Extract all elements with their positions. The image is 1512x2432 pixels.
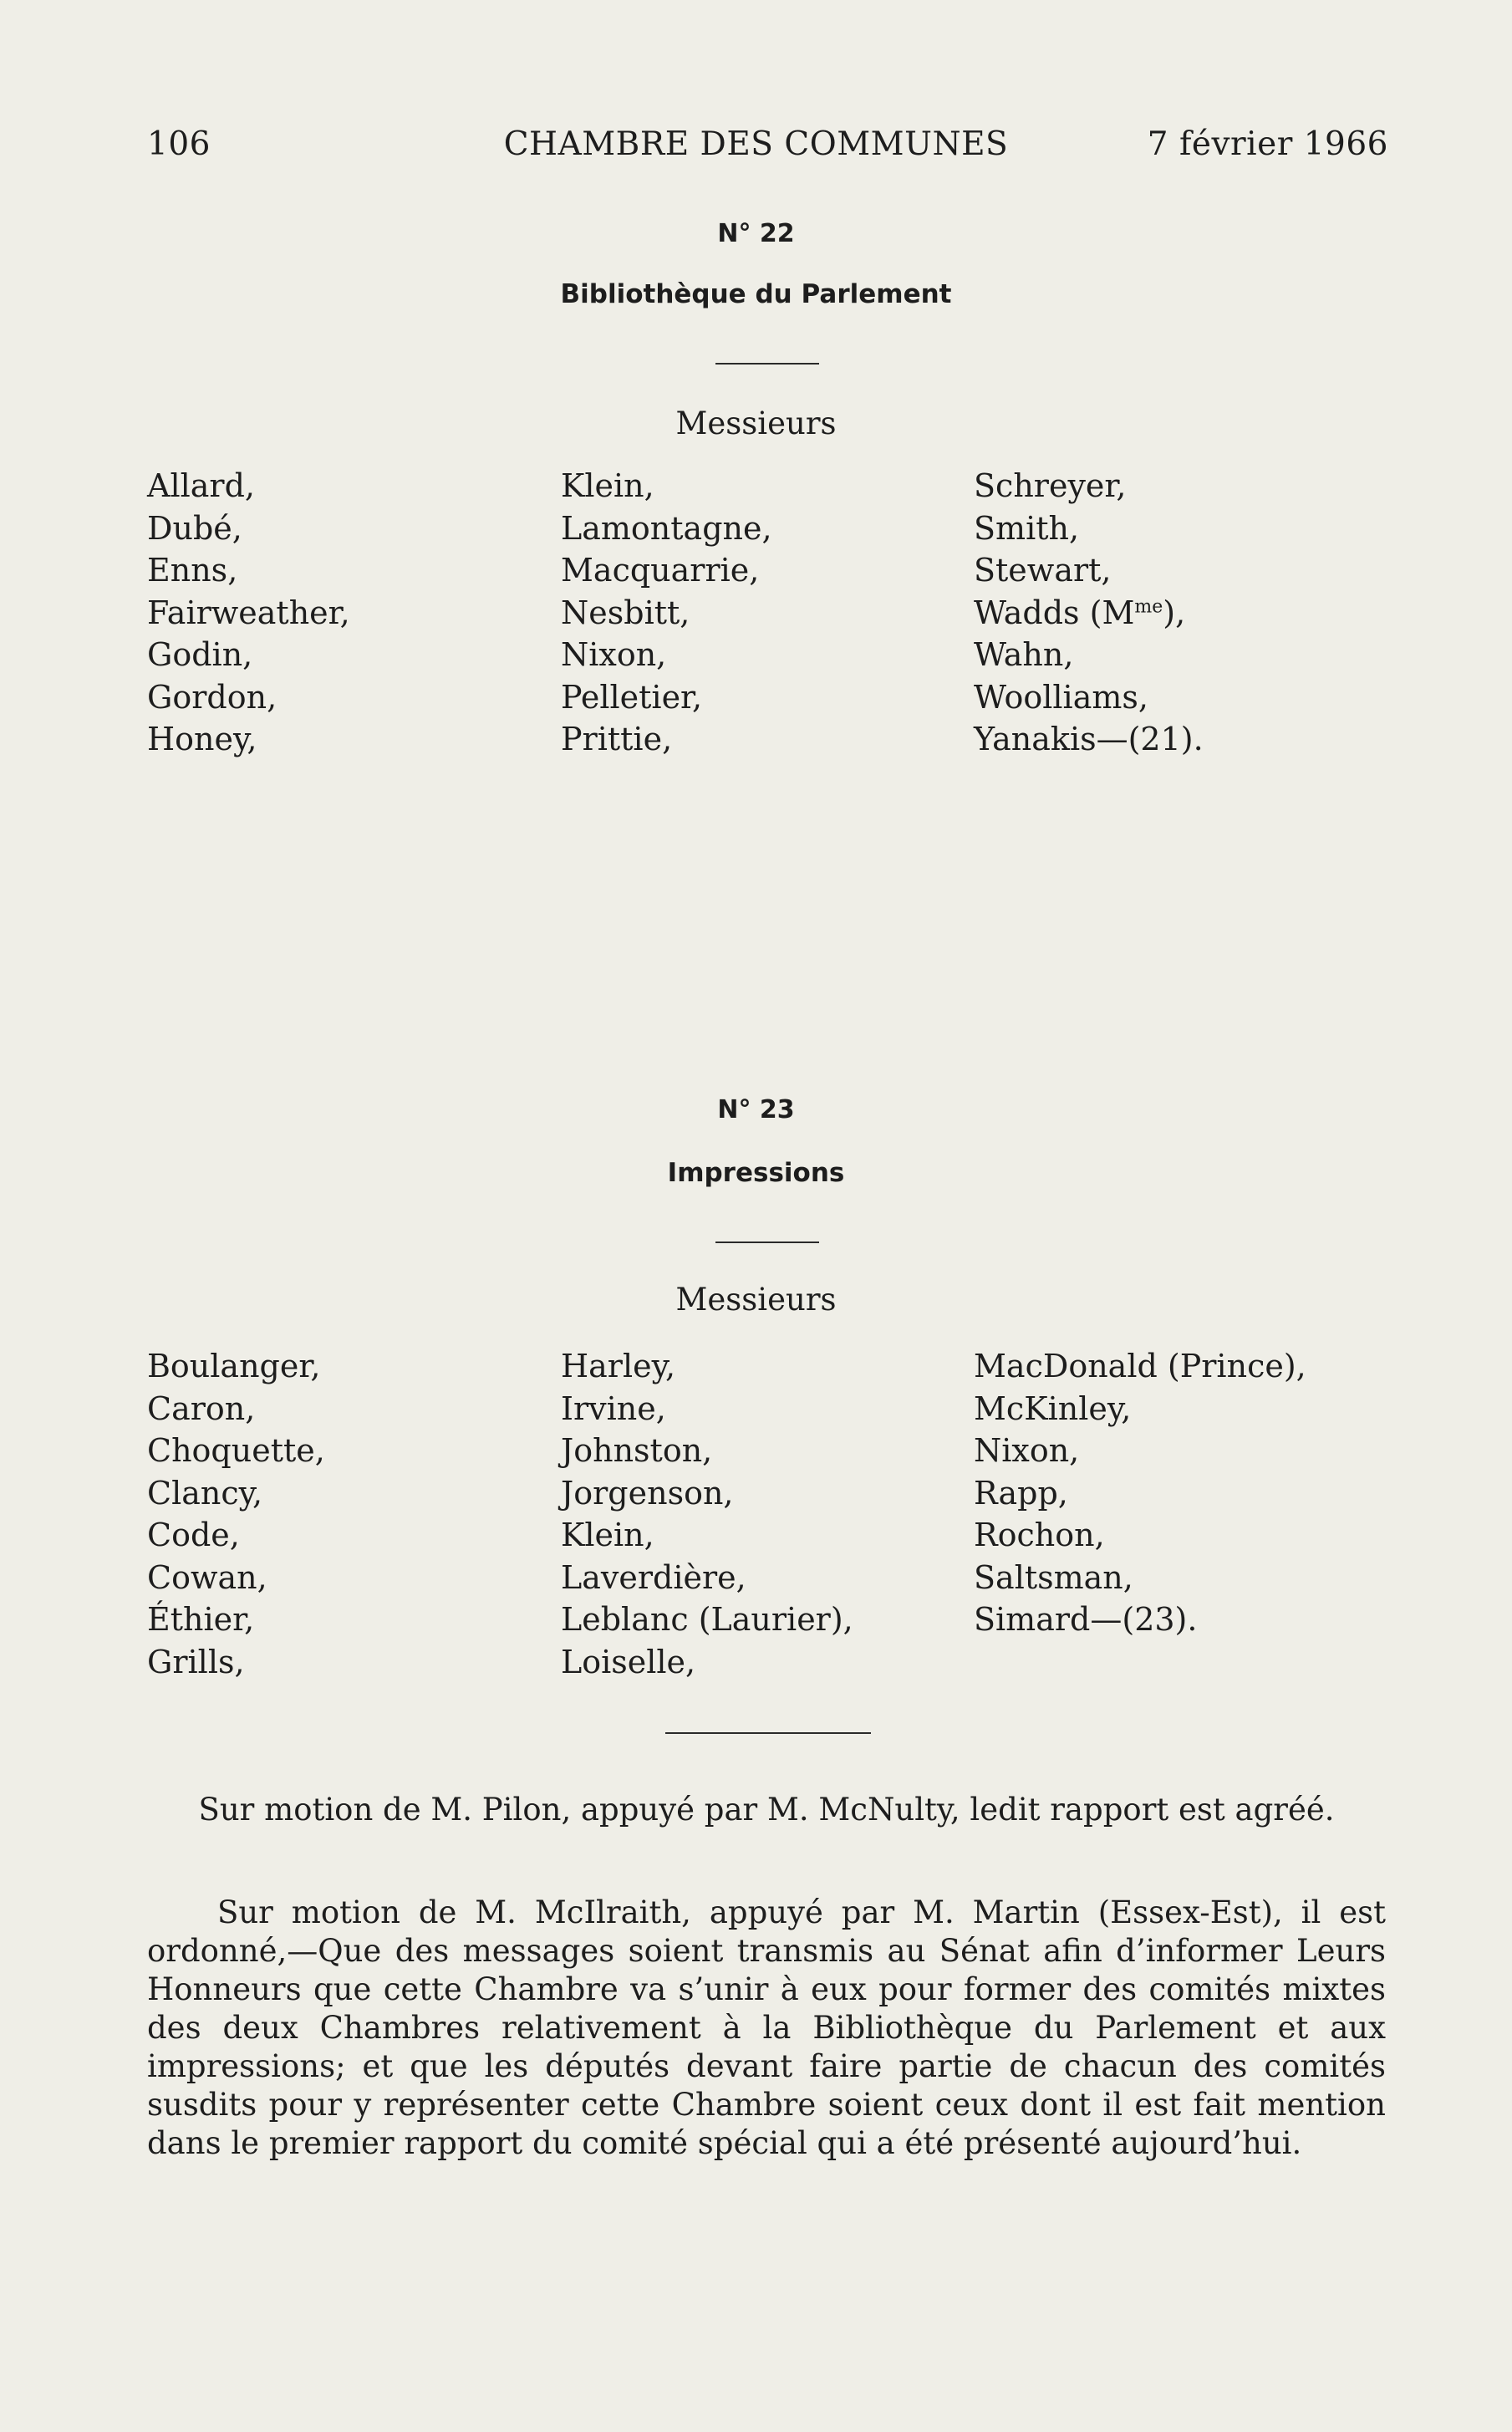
section-22-column-3 xyxy=(974,465,1204,761)
honorific-superscript: me xyxy=(1134,595,1163,617)
member-name: Clancy, xyxy=(147,1474,263,1512)
member-name: Godin, xyxy=(147,636,253,673)
member-name: Lamontagne, xyxy=(561,509,772,547)
member-name: Nixon, xyxy=(561,636,667,673)
member-name: Klein, xyxy=(561,1517,654,1553)
member-name: MacDonald (Prince), xyxy=(974,1348,1306,1384)
page-date: 7 février 1966 xyxy=(1147,125,1388,163)
section-23-column-2 xyxy=(561,1345,853,1683)
member-name: Woolliams, xyxy=(974,678,1148,716)
section-23-number: N° 23 xyxy=(717,1095,795,1124)
running-title: CHAMBRE DES COMMUNES xyxy=(503,125,1009,163)
honorific-close: ), xyxy=(1163,594,1186,631)
member-name: Schreyer, xyxy=(974,467,1127,504)
member-name: Code, xyxy=(147,1517,240,1553)
member-name: Cowan, xyxy=(147,1558,267,1596)
motion-paragraph-2: Sur motion de M. McIlraith, appuyé par M. Martin (Essex-Est), il est ordonné,—Que des messages soient transmis au Sénat afin d’informer Leurs Honneurs que cette Chambre va s’unir à eux pour former des comités mixtes des deux Chambres relativement à la Bibliothèque du Parlement et aux impressions; et que les députés devant faire partie de chacun des comités susdits pour y représenter cette Chambre soient ceux dont il est fait mention dans le premier rapport du comité spécial qui a été présenté aujourd’hui. xyxy=(147,1894,1386,2161)
section-23-rule xyxy=(715,1241,819,1243)
section-23-title: Impressions xyxy=(667,1158,845,1188)
section-22-number: N° 22 xyxy=(717,219,795,248)
member-name: Yanakis—(21). xyxy=(974,721,1204,757)
section-22-title: Bibliothèque du Parlement xyxy=(560,279,952,309)
member-name: Rochon, xyxy=(974,1517,1105,1553)
member-name: Loiselle, xyxy=(561,1643,696,1680)
member-name: Wahn, xyxy=(974,636,1074,673)
member-name: Smith, xyxy=(974,509,1080,547)
member-name: Enns, xyxy=(147,552,238,589)
member-name: McKinley, xyxy=(974,1389,1132,1427)
member-name: Jorgenson, xyxy=(561,1474,734,1512)
member-name: Johnston, xyxy=(561,1432,713,1469)
member-name: Stewart, xyxy=(974,552,1112,589)
section-22-column-2 xyxy=(561,465,772,761)
member-name: Irvine, xyxy=(561,1389,666,1427)
closing-rule xyxy=(665,1732,871,1734)
section-22-rule xyxy=(715,363,819,365)
motion-paragraph-1: Sur motion de M. Pilon, appuyé par M. McNulty, ledit rapport est agréé. xyxy=(198,1792,1335,1828)
member-name: Harley, xyxy=(561,1348,676,1384)
member-name: Allard, xyxy=(147,467,255,504)
member-name: Leblanc (Laurier), xyxy=(561,1601,853,1638)
member-name: Macquarrie, xyxy=(561,552,760,589)
member-name: Grills, xyxy=(147,1643,245,1680)
member-name: Fairweather, xyxy=(147,594,350,631)
member-name: Gordon, xyxy=(147,678,277,716)
member-name-wadds xyxy=(974,592,1204,635)
member-name: Choquette, xyxy=(147,1432,325,1469)
member-name: Simard—(23). xyxy=(974,1601,1198,1638)
member-name: Caron, xyxy=(147,1389,256,1427)
section-23-messieurs: Messieurs xyxy=(675,1282,837,1318)
member-name: Saltsman, xyxy=(974,1558,1133,1596)
member-name: Wadds xyxy=(974,594,1080,631)
section-23-column-3 xyxy=(974,1345,1306,1641)
section-22-column-1 xyxy=(147,465,350,761)
member-name: Nixon, xyxy=(974,1432,1080,1469)
member-name: Dubé, xyxy=(147,509,242,547)
section-22-messieurs: Messieurs xyxy=(675,405,837,441)
section-23-column-1 xyxy=(147,1345,325,1683)
member-name: Nesbitt, xyxy=(561,594,690,631)
member-name: Rapp, xyxy=(974,1474,1068,1512)
member-name: Prittie, xyxy=(561,721,673,757)
member-name: Pelletier, xyxy=(561,678,703,716)
page-number: 106 xyxy=(147,125,211,163)
member-name: Klein, xyxy=(561,467,654,504)
member-name: Éthier, xyxy=(147,1601,255,1638)
member-name: Boulanger, xyxy=(147,1348,321,1384)
member-name: Honey, xyxy=(147,721,257,757)
honorific-open: (M xyxy=(1079,594,1135,631)
member-name: Laverdière, xyxy=(561,1558,746,1596)
